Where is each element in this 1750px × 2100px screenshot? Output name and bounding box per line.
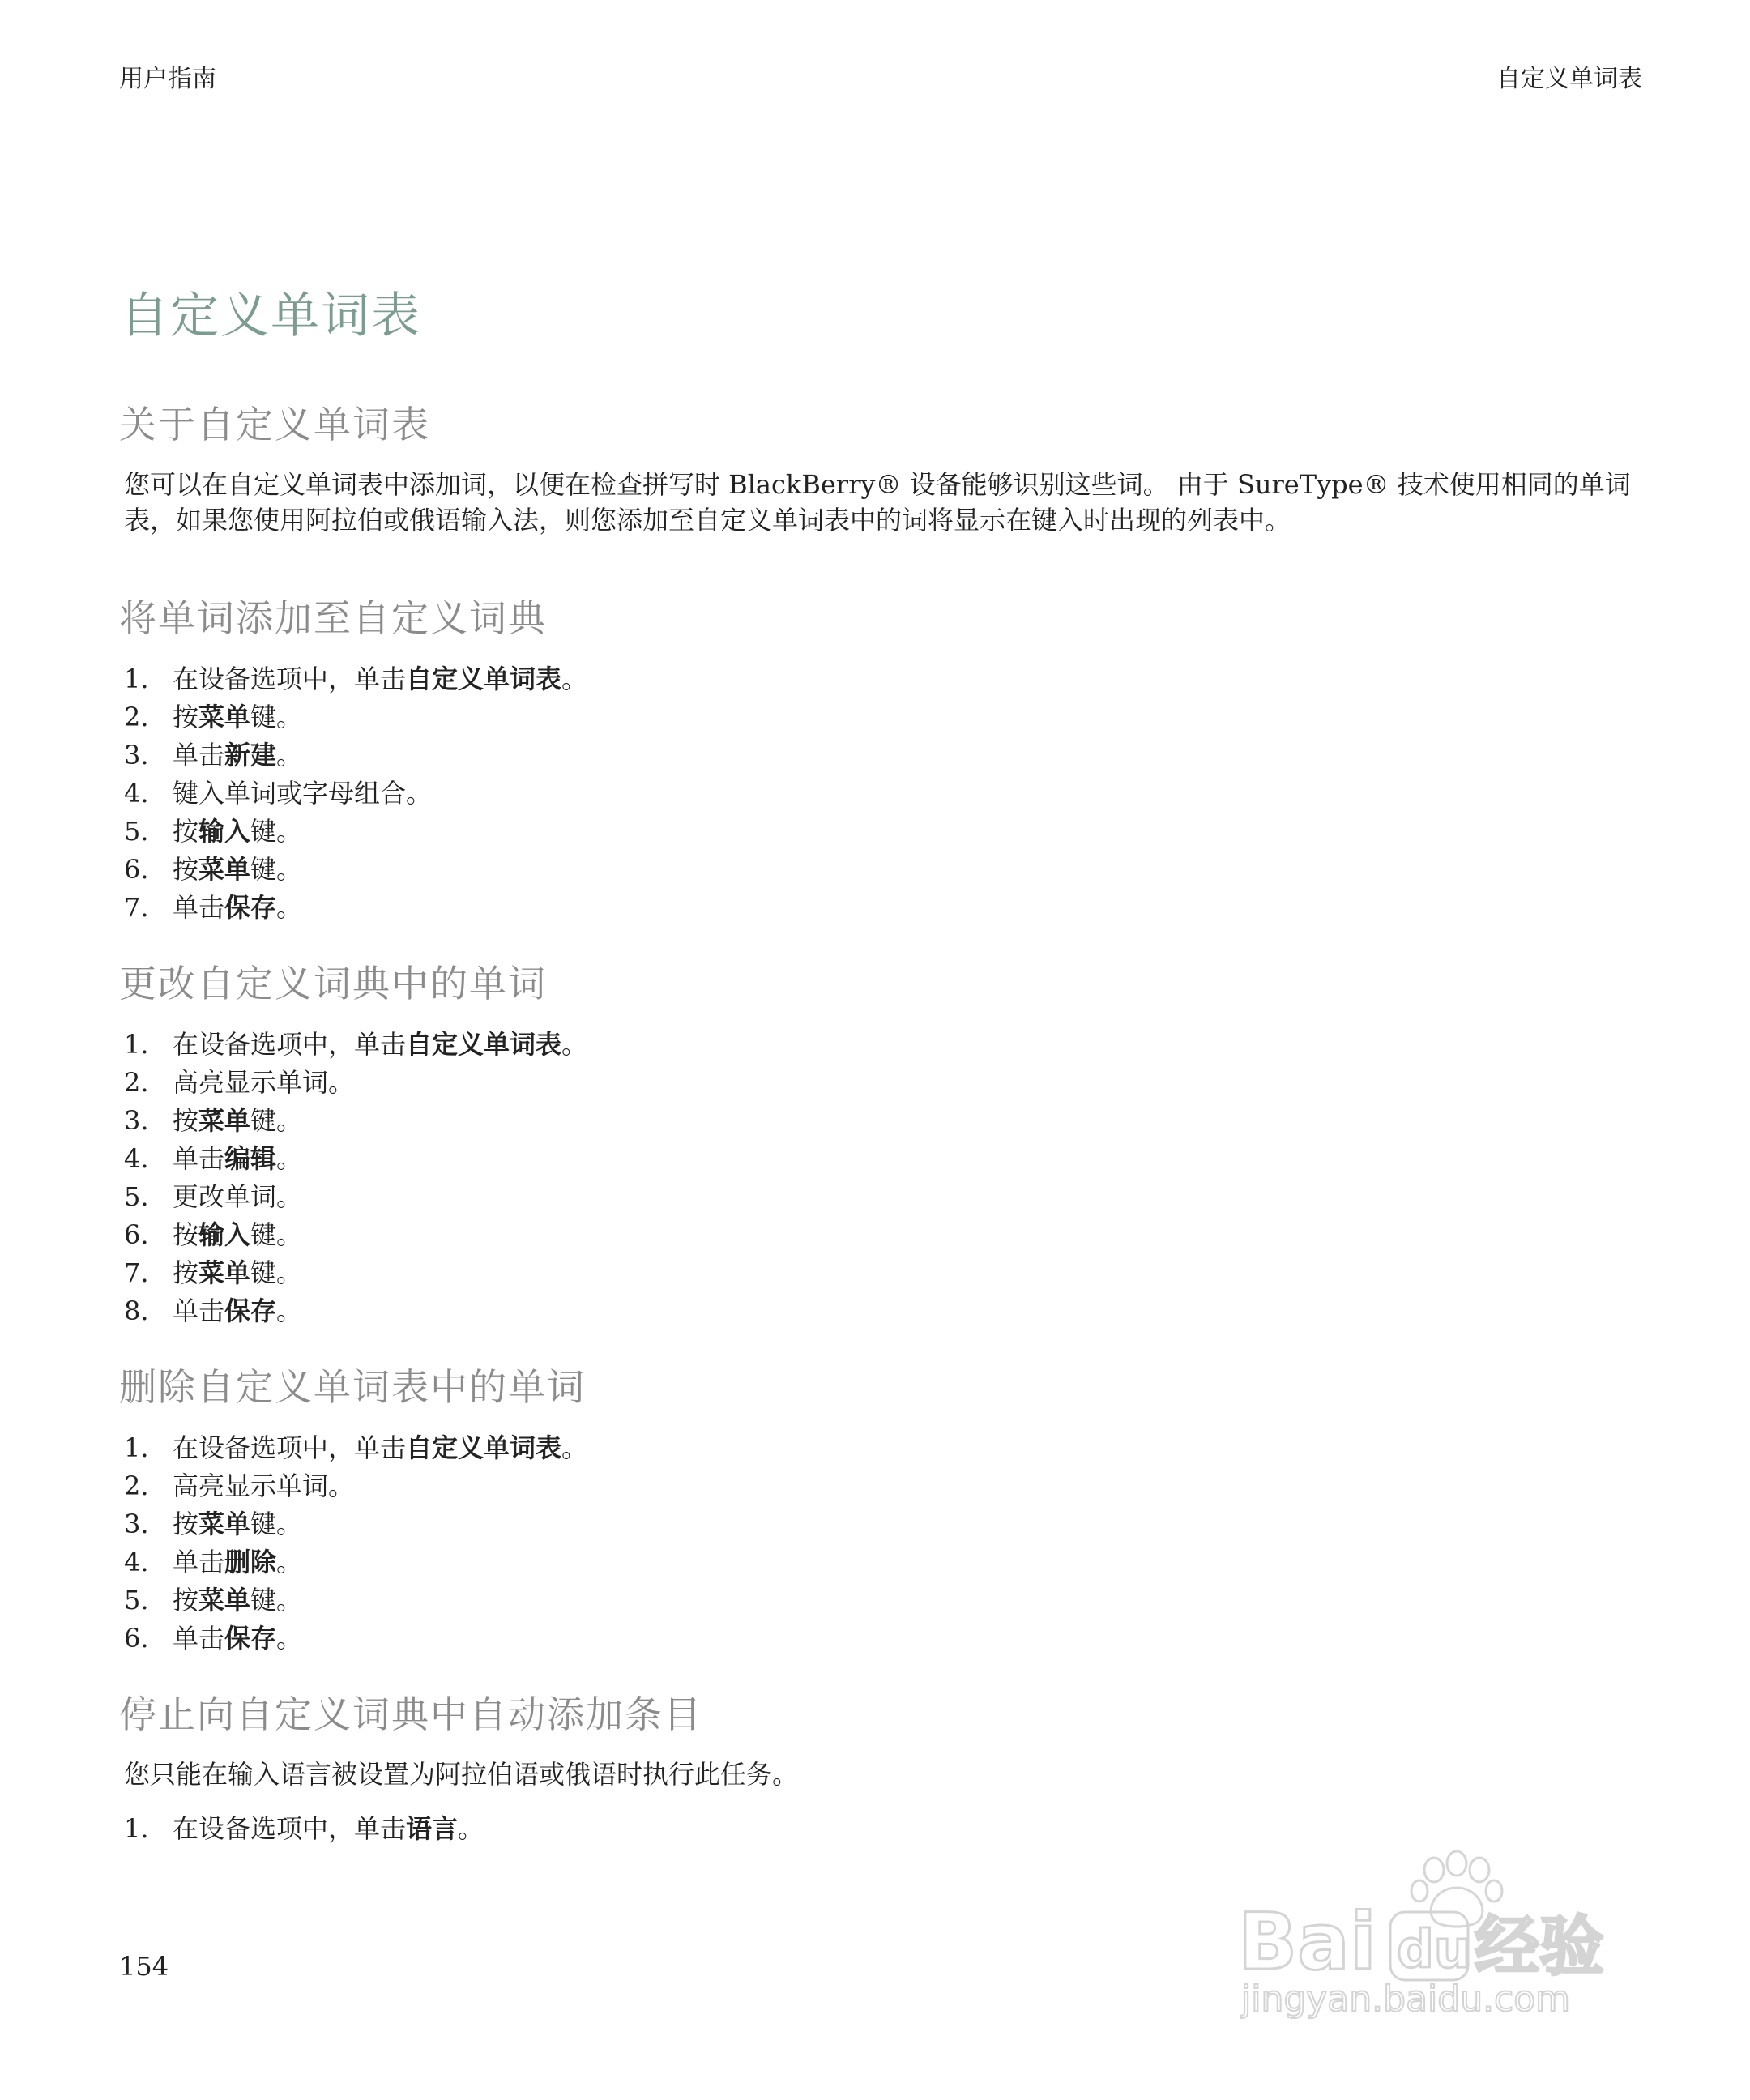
step-item xyxy=(119,660,1642,698)
step-text: 按 xyxy=(173,1257,199,1288)
step-item xyxy=(119,1581,1642,1620)
svg-text:Bai: Bai xyxy=(1238,1897,1377,1987)
step-ui-term: 编辑 xyxy=(224,1143,277,1174)
step-number: 2. xyxy=(124,702,149,732)
step-text-tail: 。 xyxy=(276,1143,303,1174)
step-item xyxy=(119,813,1642,851)
svg-text:jingyan.baidu.com: jingyan.baidu.com xyxy=(1241,1978,1571,2020)
chapter-title: 自定义单词表 xyxy=(120,288,421,344)
step-text-tail: 。 xyxy=(561,664,588,694)
step-item xyxy=(119,736,1642,775)
step-text: 按 xyxy=(173,1219,199,1250)
step-item xyxy=(119,1216,1642,1254)
svg-text:du: du xyxy=(1397,1920,1471,1980)
step-text: 单击 xyxy=(173,1143,225,1174)
step-ui-term: 自定义单词表 xyxy=(406,1432,562,1463)
step-text-tail: 键。 xyxy=(250,1105,303,1136)
running-header-left: 用户指南 xyxy=(119,65,216,93)
step-number: 7. xyxy=(124,892,149,923)
step-number: 2. xyxy=(124,1470,149,1501)
step-ui-term: 菜单 xyxy=(198,702,251,732)
step-ui-term: 输入 xyxy=(198,816,251,847)
step-item xyxy=(119,1254,1642,1292)
section-heading: 将单词添加至自定义词典 xyxy=(119,596,547,640)
step-item xyxy=(119,775,1642,813)
step-text: 更改单词。 xyxy=(173,1181,303,1212)
step-text-tail: 键。 xyxy=(250,854,303,885)
step-text-tail: 键。 xyxy=(250,1257,303,1288)
step-ui-term: 自定义单词表 xyxy=(406,1029,562,1060)
step-item xyxy=(119,851,1642,889)
step-number: 6. xyxy=(124,1219,149,1250)
step-item xyxy=(119,1064,1642,1102)
step-text-tail: 。 xyxy=(276,1623,303,1654)
step-item xyxy=(119,1140,1642,1178)
step-ui-term: 删除 xyxy=(224,1547,277,1577)
step-text: 高亮显示单词。 xyxy=(173,1470,355,1501)
step-item xyxy=(119,1026,1642,1064)
step-text: 按 xyxy=(173,1509,199,1539)
step-ui-term: 菜单 xyxy=(198,1585,251,1616)
step-ui-term: 保存 xyxy=(224,892,277,923)
step-text-tail: 键。 xyxy=(250,702,303,732)
section-body: 您可以在自定义单词表中添加词，以便在检查拼写时 BlackBerry® 设备能够识别这些词。 由于 SureType® 技术使用相同的单词表，如果您使用阿拉伯或俄语输入法，则您添加至自定义单词表中的词将显示在键入时出现的列表中。 xyxy=(124,469,1631,536)
steps-list xyxy=(119,660,1642,927)
step-ui-term: 输入 xyxy=(198,1219,251,1250)
step-number: 1. xyxy=(124,664,149,694)
step-number: 4. xyxy=(124,778,149,809)
section-change-word xyxy=(119,954,1642,1330)
step-text-tail: 键。 xyxy=(250,1219,303,1250)
step-number: 5. xyxy=(124,816,149,847)
section-heading: 删除自定义单词表中的单词 xyxy=(119,1365,586,1409)
step-text: 单击 xyxy=(173,740,225,770)
step-item xyxy=(119,1620,1642,1658)
section-delete-word xyxy=(119,1358,1642,1658)
steps-list xyxy=(119,1026,1642,1330)
step-text-tail: 。 xyxy=(276,740,303,770)
section-heading: 更改自定义词典中的单词 xyxy=(119,962,547,1005)
baidu-watermark-logo xyxy=(1231,1831,1653,2025)
step-item xyxy=(119,1178,1642,1216)
step-text: 按 xyxy=(173,1585,199,1616)
step-text: 在设备选项中，单击 xyxy=(173,1813,407,1844)
section-about xyxy=(119,395,1642,556)
step-ui-term: 菜单 xyxy=(198,1509,251,1539)
step-text: 按 xyxy=(173,702,199,732)
section-heading: 停止向自定义词典中自动添加条目 xyxy=(119,1692,702,1736)
step-ui-term: 菜单 xyxy=(198,1105,251,1136)
step-ui-term: 语言 xyxy=(406,1813,459,1844)
step-number: 5. xyxy=(124,1585,149,1616)
step-text: 在设备选项中，单击 xyxy=(173,1432,407,1463)
step-number: 5. xyxy=(124,1181,149,1212)
section-body: 您只能在输入语言被设置为阿拉伯语或俄语时执行此任务。 xyxy=(124,1759,799,1790)
step-ui-term: 自定义单词表 xyxy=(406,664,562,694)
step-number: 2. xyxy=(124,1067,149,1098)
step-text-tail: 。 xyxy=(276,1547,303,1577)
step-text: 键入单词或字母组合。 xyxy=(173,778,433,809)
step-text-tail: 键。 xyxy=(250,816,303,847)
svg-text:经验: 经验 xyxy=(1475,1909,1604,1984)
step-text-tail: 键。 xyxy=(250,1585,303,1616)
section-heading: 关于自定义单词表 xyxy=(119,403,430,446)
step-number: 8. xyxy=(124,1295,149,1326)
step-ui-term: 菜单 xyxy=(198,854,251,885)
step-text: 单击 xyxy=(173,1547,225,1577)
step-item xyxy=(119,1467,1642,1505)
step-item xyxy=(119,1505,1642,1543)
section-stop-auto-add xyxy=(119,1685,1642,1848)
step-number: 7. xyxy=(124,1257,149,1288)
step-ui-term: 保存 xyxy=(224,1295,277,1326)
step-ui-term: 新建 xyxy=(224,740,277,770)
step-number: 1. xyxy=(124,1432,149,1463)
step-number: 3. xyxy=(124,740,149,770)
step-text: 单击 xyxy=(173,1623,225,1654)
step-ui-term: 菜单 xyxy=(198,1257,251,1288)
section-add-word xyxy=(119,589,1642,927)
step-item xyxy=(119,1543,1642,1581)
step-item xyxy=(119,698,1642,736)
step-text: 按 xyxy=(173,1105,199,1136)
step-number: 1. xyxy=(124,1813,149,1844)
step-text: 按 xyxy=(173,816,199,847)
step-text-tail: 。 xyxy=(458,1813,484,1844)
step-text: 在设备选项中，单击 xyxy=(173,1029,407,1060)
step-item xyxy=(119,1102,1642,1140)
steps-list xyxy=(119,1429,1642,1658)
step-text: 高亮显示单词。 xyxy=(173,1067,355,1098)
step-item xyxy=(119,1292,1642,1330)
step-text-tail: 。 xyxy=(561,1432,588,1463)
step-number: 3. xyxy=(124,1509,149,1539)
step-text: 单击 xyxy=(173,1295,225,1326)
step-number: 6. xyxy=(124,854,149,885)
step-text: 单击 xyxy=(173,892,225,923)
step-text-tail: 。 xyxy=(561,1029,588,1060)
step-text: 按 xyxy=(173,854,199,885)
step-number: 3. xyxy=(124,1105,149,1136)
step-text-tail: 键。 xyxy=(250,1509,303,1539)
step-ui-term: 保存 xyxy=(224,1623,277,1654)
step-item xyxy=(119,889,1642,927)
step-number: 6. xyxy=(124,1623,149,1654)
step-text-tail: 。 xyxy=(276,892,303,923)
step-text: 在设备选项中，单击 xyxy=(173,664,407,694)
step-text-tail: 。 xyxy=(276,1295,303,1326)
running-header-right: 自定义单词表 xyxy=(1496,65,1642,93)
step-item xyxy=(119,1429,1642,1467)
step-number: 4. xyxy=(124,1143,149,1174)
step-number: 4. xyxy=(124,1547,149,1577)
page-number: 154 xyxy=(119,1951,169,1982)
step-number: 1. xyxy=(124,1029,149,1060)
